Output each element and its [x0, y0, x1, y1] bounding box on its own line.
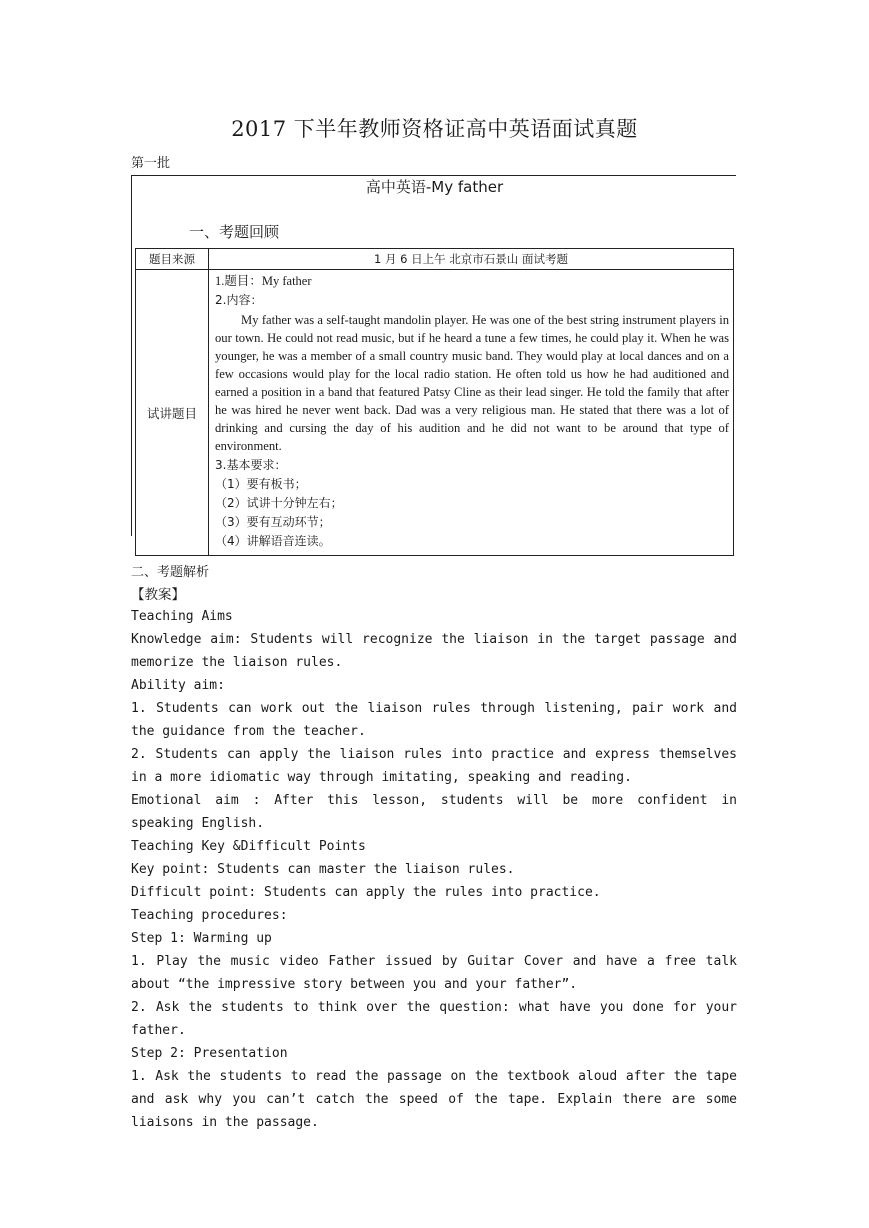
requirement-item: （1）要有板书； — [215, 477, 307, 491]
paragraph: Step 2: Presentation — [131, 1046, 288, 1061]
table-row — [136, 270, 734, 556]
requirement-item: （3）要有互动环节； — [215, 515, 331, 529]
paragraph: Teaching Aims — [131, 609, 233, 624]
paragraph: Knowledge aim: Students will recognize the liaison in the target passage and memorize the liaison rules. — [131, 632, 737, 670]
batch-label: 第一批 — [131, 156, 171, 171]
paragraph: Step 1: Warming up — [131, 931, 272, 946]
paragraph: Ability aim: — [131, 678, 225, 693]
requirements-label: 3.基本要求： — [215, 458, 287, 472]
content-label: 2.内容： — [215, 293, 263, 307]
table-row — [136, 249, 734, 270]
paragraph: 2. Students can apply the liaison rules into practice and express themselves in a more idiomatic way through imitating, speaking and reading. — [131, 747, 737, 785]
lesson-plan-body — [131, 605, 737, 1134]
source-value: 1 月 6 日上午 北京市石景山 面试考题 — [209, 249, 734, 270]
paragraph: 1. Students can work out the liaison rules through listening, pair work and the guidance from the teacher. — [131, 701, 737, 739]
paragraph: Difficult point: Students can apply the rules into practice. — [131, 885, 601, 900]
question-table — [135, 248, 734, 556]
topic-label: 试讲题目 — [136, 270, 209, 556]
topic-line: 1.题目：My father — [215, 274, 312, 288]
lesson-plan-label: 【教案】 — [131, 587, 185, 603]
topic-content — [209, 270, 734, 556]
analysis-heading: 二、考题解析 — [131, 565, 210, 580]
review-heading: 一、考题回顾 — [189, 223, 280, 241]
paragraph: 2. Ask the students to think over the question: what have you done for your father. — [131, 1000, 737, 1038]
document-title: 2017 下半年教师资格证高中英语面试真题 — [231, 117, 638, 141]
paragraph: Key point: Students can master the liaison rules. — [131, 862, 515, 877]
exam-heading: 高中英语-My father — [365, 178, 504, 196]
paragraph: 1. Ask the students to read the passage on the textbook aloud after the tape and ask why you can’t catch the speed of the tape. Explain there are some liaisons in the passage. — [131, 1069, 737, 1130]
requirement-item: （2）试讲十分钟左右； — [215, 496, 343, 510]
requirement-item: （4）讲解语音连读。 — [215, 534, 331, 548]
passage-text: My father was a self-taught mandolin player. He was one of the best string instrument players in our town. He could not read music, but if he heard a tune a few times, he could play it. When he was younger, he was a member of a small country music band. They would play at local dances and on a few occasions would play for the local radio station. He often told us how he had auditioned and earned a position in a band that featured Patsy Cline as their lead singer. He told the family that after he was hired he never went back. Dad was a very religious man. He stated that there was a lot of drinking and cursing the day of his audition and he did not want to be around that type of environment. — [215, 313, 729, 453]
source-label: 题目来源 — [136, 249, 209, 270]
paragraph: Teaching procedures: — [131, 908, 288, 923]
paragraph: Emotional aim : After this lesson, students will be more confident in speaking English. — [131, 793, 737, 831]
paragraph: Teaching Key &Difficult Points — [131, 839, 366, 854]
paragraph: 1. Play the music video Father issued by Guitar Cover and have a free talk about “the impressive story between you and your father”. — [131, 954, 737, 992]
